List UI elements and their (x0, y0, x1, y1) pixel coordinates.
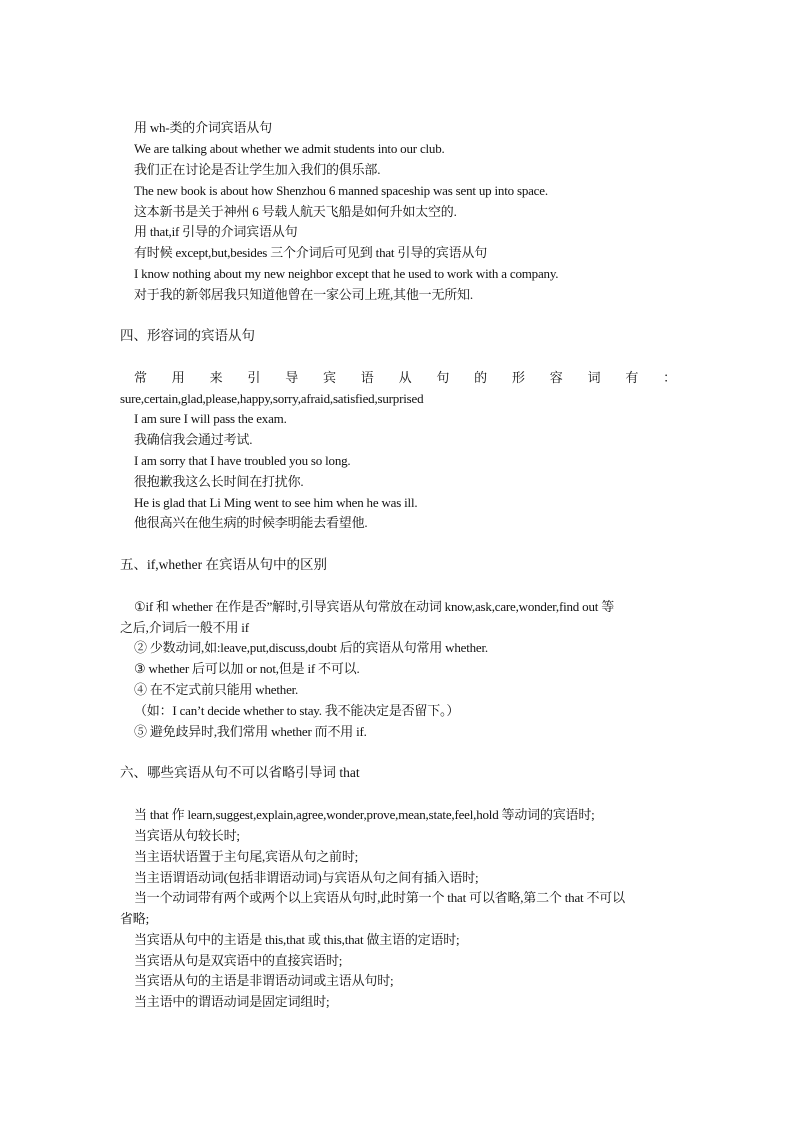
text-line: 当宾语从句的主语是非谓语动词或主语从句时; (134, 973, 394, 988)
text-line: 当宾语从句中的主语是 this,that 或 this,that 做主语的定语时; (134, 932, 460, 947)
text-line: 用 wh-类的介词宾语从句 (134, 120, 272, 135)
text-line: ② 少数动词,如:leave,put,discuss,doubt 后的宾语从句常用 whether. (134, 640, 488, 655)
text-line: ③ whether 后可以加 or not,但是 if 不可以. (134, 661, 360, 676)
section-heading: 五、if,whether 在宾语从句中的区别 (120, 557, 327, 572)
text-line: ⑤ 避免歧异时,我们常用 whether 而不用 if. (134, 724, 367, 739)
text-line: I am sorry that I have troubled you so long. (134, 453, 351, 468)
text-line: 省略; (120, 911, 150, 926)
text-line: ④ 在不定式前只能用 whether. (134, 682, 299, 697)
spread-char: ： (663, 370, 676, 385)
text-line: 当主语中的谓语动词是固定词组时; (134, 994, 330, 1009)
text-line: 当 that 作 learn,suggest,explain,agree,wonder,prove,mean,state,feel,hold 等动词的宾语时; (134, 807, 595, 822)
text-line: ①if 和 whether 在作是否”解时,引导宾语从句常放在动词 know,ask,care,wonder,find out 等 (134, 599, 615, 614)
text-line: sure,certain,glad,please,happy,sorry,afraid,satisfied,surprised (120, 391, 424, 406)
text-line: 当主语谓语动词(包括非谓语动词)与宾语从句之间有插入语时; (134, 870, 479, 885)
text-line: I am sure I will pass the exam. (134, 411, 287, 426)
text-line: 有时候 except,but,besides 三个介词后可见到 that 引导的宾语从句 (134, 245, 487, 260)
spread-char: 常 (134, 370, 147, 385)
spread-char: 句 (436, 370, 450, 385)
spread-text-line (134, 369, 676, 386)
spread-char: 宾 (322, 370, 336, 385)
spread-char: 词 (587, 370, 601, 385)
text-line: 很抱歉我这么长时间在打扰你. (134, 474, 304, 489)
text-line: 对于我的新邻居我只知道他曾在一家公司上班,其他一无所知. (134, 287, 473, 302)
text-line: The new book is about how Shenzhou 6 manned spaceship was sent up into space. (134, 183, 548, 198)
spread-char: 用 (171, 370, 185, 385)
spread-char: 语 (360, 370, 374, 385)
text-line: 这本新书是关于神州 6 号载人航天飞船是如何升如太空的. (134, 204, 457, 219)
section-heading: 四、形容词的宾语从句 (120, 328, 255, 343)
text-line: 当一个动词带有两个或两个以上宾语从句时,此时第一个 that 可以省略,第二个 that 不可以 (134, 890, 625, 905)
text-line: 当主语状语置于主句尾,宾语从句之前时; (134, 849, 359, 864)
spread-char: 引 (247, 370, 261, 385)
text-line: 当宾语从句较长时; (134, 828, 240, 843)
spread-char: 的 (474, 370, 487, 385)
text-line: He is glad that Li Ming went to see him when he was ill. (134, 495, 418, 510)
spread-char: 容 (549, 370, 563, 385)
text-line: 我确信我会通过考试. (134, 432, 253, 447)
text-line: We are talking about whether we admit students into our club. (134, 141, 445, 156)
text-line: （如：I can’t decide whether to stay. 我不能决定是否留下。） (134, 703, 460, 718)
spread-char: 形 (511, 370, 525, 385)
spread-char: 导 (285, 370, 298, 385)
section-heading: 六、哪些宾语从句不可以省略引导词 that (120, 765, 360, 780)
text-line: 之后,介词后一般不用 if (120, 620, 249, 635)
spread-char: 来 (209, 370, 223, 385)
text-line: I know nothing about my new neighbor except that he used to work with a company. (134, 266, 559, 281)
text-line: 用 that,if 引导的介词宾语从句 (134, 224, 298, 239)
text-line: 他很高兴在他生病的时候李明能去看望他. (134, 515, 368, 530)
spread-char: 从 (398, 370, 412, 385)
text-line: 当宾语从句是双宾语中的直接宾语时; (134, 953, 343, 968)
text-line: 我们正在讨论是否让学生加入我们的俱乐部. (134, 162, 381, 177)
spread-char: 有 (625, 370, 639, 385)
